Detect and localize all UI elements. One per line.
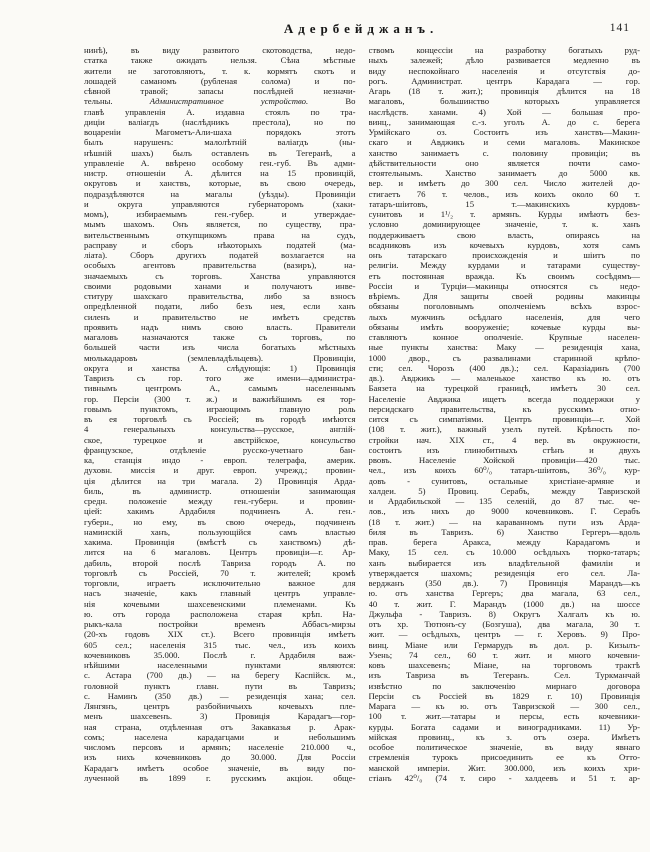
text-line: торговлѣ съ Россіей, 70 т. жителей; кромѣ [84, 567, 356, 578]
text-line: ституру шахскаго правительства, либо за взносъ [84, 291, 356, 301]
page-title: Адербейджанъ. [283, 21, 439, 36]
text-line: ка, станція индо - европ. телеграфа, америк. [84, 455, 356, 465]
text-line: статка также ожидать нельзя. Сѣна мѣстные [84, 55, 356, 66]
text-line: (108 т. жит.), важный узелъ путей. Крѣпость по- [368, 424, 640, 435]
text-line: особыхъ агентовъ правительства (вазиръ), на- [84, 260, 356, 271]
text-line: магаловъ, большинство которыхъ управляется [368, 96, 640, 107]
text-line: ю. отъ города расположена старая крѣп. На- [84, 608, 356, 619]
text-line: опредѣленной подати, либо безъ нея, если ханъ [84, 301, 356, 312]
text-line: виду неспокойнаго населенія и отсутствія до- [368, 65, 640, 76]
text-line: мымъ шахомъ. Онъ является, по существу, пра- [84, 219, 356, 230]
text-line: ціей: хакимъ Ардабиля подчиненъ А. ген.- [84, 506, 356, 517]
text-line: персидскаго правительства, къ русскимъ отно- [368, 403, 640, 414]
text-line: ція дѣлится на три магала. 2) Провинція Арда- [84, 475, 356, 486]
text-line: стремленія турокъ присоединить ее къ Отто- [368, 752, 640, 763]
text-line: ханъ выбирается изъ владѣтельной фамиліи и [368, 557, 640, 568]
text-line: условно доминирующее значеніе, т. к. ханъ [368, 219, 640, 230]
text-line: изъ Тавриза въ Тегеранъ. Сел. Туркманчай [368, 670, 640, 681]
text-line: дв.). Авджикъ — маленькое ханство къ ю. отъ [368, 373, 640, 383]
text-line: с. Астара (700 дв.) — на берегу Каспійск. м., [84, 670, 356, 681]
text-line: проявить надъ нимъ свою власть. Правители [84, 321, 356, 332]
text-line: винц. Міане или Гермарудъ въ дол. р. Кизылъ- [368, 639, 640, 650]
text-line: большей части изъ числа богатыхъ мѣстныхъ [84, 342, 356, 353]
text-line: мійская провинц., къ з. отъ озера. Имѣетъ [368, 731, 640, 742]
text-line: нія кочевыми шахсевенскими племенами. Къ [84, 598, 356, 609]
text-line: лученной въ 1899 г. русскимъ акціон. обще- [84, 772, 356, 783]
text-line: Урмійскаго оз. Состоитъ изъ ханствъ—Макин- [368, 127, 640, 137]
text-line: отъ хр. Тютюнъ-су (Бозгуша), два магала, 30 т. [368, 619, 640, 629]
text-line: Маку, 15 сел. съ 10.000 осѣдлыхъ тюрко-татаръ; [368, 547, 640, 558]
text-line: своими родовыми ханами и получаютъ инве- [84, 280, 356, 291]
text-line: изъ нихъ кочевниковъ до 30.000. Для Россіи [84, 752, 356, 763]
text-line: рогъ. Администрат. центръ Карадага — гор. [368, 75, 640, 86]
right-column [369, 45, 641, 783]
text-line: хакима. Провинція (вмѣстѣ съ ханствомъ) дѣ- [84, 537, 356, 547]
text-line: Узень; 74 сел., 60 т. жит. и много кочевни- [368, 649, 640, 660]
text-line: насъ значеніе, какъ главный центръ управле- [84, 588, 356, 599]
text-line: онъ татарскаго происхожденія и шіитъ по [368, 250, 640, 260]
text-line: былъ нарушенъ: малолѣтній валіагдъ (ны- [84, 137, 356, 148]
text-line: дабиль, второй послѣ Тавриза городъ А. по [84, 557, 356, 568]
text-line: Персіи съ Россіей въ 1829 г. 10) Провинція [368, 690, 640, 701]
text-line: мюлькадаровъ (землевладѣльцевъ). Провинціи, [84, 352, 356, 363]
text-line: халдеи. 5) Провиц. Серабъ, между Тавризской [368, 485, 640, 496]
text-line: ковъ шахсевенъ; Міане, на торговомъ трактѣ [368, 660, 640, 670]
text-line: чел., изъ коихъ 60⁰/₀ татаръ-шіитовъ, 36⁰/₀ кур- [368, 465, 640, 476]
text-line: сти; сел. Чорозъ (400 дв.).; сел. Каразіадинъ (700 [368, 362, 640, 373]
text-line: поддерживаетъ свою власть, опираясь на [368, 229, 640, 240]
text-line: говымъ пунктомъ, играющимъ главную роль [84, 403, 356, 414]
text-line: момъ), избираемымъ ген.-губер. и утверждае- [84, 209, 356, 219]
text-line: и Ардабильской — 135 селеній, до 87 тыс. че- [368, 496, 640, 506]
text-line: расправу и сборъ нѣкоторыхъ податей (ма- [84, 239, 356, 250]
text-line: наслѣдств. ханами. 4) Хой — большая про- [368, 106, 640, 117]
text-line: наминскій ханъ, пользующійся самъ властью [84, 526, 356, 537]
text-line: стигаетъ 76 т. челов., изъ коихъ около 60 т. [368, 188, 640, 199]
text-line: 100 т. жит.—татары и персы, есть кочевники- [368, 711, 640, 722]
text-line: биль, въ администр. отношеніи занимающая [84, 485, 356, 496]
text-line: ныхъ залежей; дѣло развивается медленно въ [368, 55, 640, 66]
text-line: обязаны имѣть вооруженіе; кочевые курды вы- [368, 321, 640, 332]
text-line: тивнымъ центромъ А., самымъ населеннымъ [84, 383, 356, 394]
text-line: средн. положеніе между ген.-губерн. и провин- [84, 496, 356, 506]
text-line: Россіи и Турціи—макинцы относятся съ недо- [368, 280, 640, 291]
text-line: утверждается шахомъ; резиденція его сел. Ла- [368, 567, 640, 578]
running-head [84, 21, 638, 37]
text-line: стіанъ 42⁰/₀ (74 т. сиро - халдеевъ и 51 т. ар- [368, 772, 640, 783]
page-number: 141 [609, 22, 630, 34]
text-line: (18 т. жит.) — на караванномъ пути изъ Арда- [368, 516, 640, 527]
text-line: округовъ и ханствъ, которые, въ свою очередь, [84, 178, 356, 189]
text-line: воцареніи Магометъ-Али-шаха порядокъ этотъ [84, 127, 356, 137]
text-line: торговли, играетъ исключительно важное для [84, 578, 356, 588]
text-line: духовн. миссія и друг. европ. учрежд.; провин- [84, 465, 356, 476]
text-line: вер. и имѣетъ до 300 сел. Число жителей до- [368, 178, 640, 189]
text-line: прав. берега Аракса, между Карадагомъ и [368, 537, 640, 547]
text-line: нѣйшими населенными пунктами являются: [84, 660, 356, 670]
text-line: въ ея торговлѣ съ Россіей; въ городѣ имѣются [84, 414, 356, 424]
text-line: лошадей саманомъ (рубленая солома) и по- [84, 75, 356, 86]
text-line: менъ шахсевенъ. 3) Провиція Карадагъ—гор- [84, 711, 356, 722]
text-line: верджанъ (350 дв.). 7) Провинція Марандъ—къ [368, 578, 640, 588]
text-line: Карадагъ имѣетъ особое значеніе, въ виду по- [84, 762, 356, 773]
text-line: (20-хъ годовъ XIX ст.). Всего провинція имѣетъ [84, 629, 356, 640]
text-line: жители не заготовляютъ, т. к. кормятъ скотъ и [84, 65, 356, 76]
text-line: Джульфа - Тавризъ. 8) Округъ Халгалъ къ ю. [368, 608, 640, 619]
text-line: значаемыхъ съ торговъ. Ханства управляются [84, 270, 356, 281]
text-line: 40 т. жит. Г. Марандъ (1000 дв.) на шоссе [368, 598, 640, 609]
text-line: силенъ и правительство не имѣетъ средствъ [84, 311, 356, 322]
text-line: сѣвной травой; запасы послѣдней незначи- [84, 86, 356, 96]
text-line: французское, отдѣленіе русско-учетнаго бан- [84, 444, 356, 455]
text-line: 1000 двор., съ развалинами старинной крѣпо- [368, 352, 640, 363]
text-line: сунитовъ и 1¹/₂ т. армянъ. Курды имѣютъ без- [368, 209, 640, 219]
text-line: нинѣ), въ виду развитого скотоводства, недо- [84, 45, 356, 55]
text-line: управленіе А. ввѣрено особому ген.-губ. Въ адми- [84, 157, 356, 168]
text-line: ствомъ концессіи на разработку богатыхъ руд- [368, 45, 640, 55]
text-line: дѣйствительности оно является почти само- [368, 157, 640, 168]
text-line: стоятельнымъ. Ханство занимаетъ до 5000 кв. [368, 168, 640, 178]
text-line: винц., занимающая с.-з. уголъ А. до с. берега [368, 116, 640, 127]
text-line: рыкъ-кала постройки временъ Аббасъ-мирзы [84, 619, 356, 629]
text-line: гор. Персіи (300 т. ж.) и важнѣйшимъ ея тор- [84, 393, 356, 404]
text-line: Населеніе Авджика ищетъ всегда поддержки у [368, 393, 640, 404]
text-line: вительственнымъ откупщикомъ права на судъ, [84, 229, 356, 240]
text-line: состоитъ изъ глинобитныхъ стѣнъ и двухъ [368, 444, 640, 455]
text-line: подраздѣляются на магалы (уѣзды). Провинціи [84, 188, 356, 199]
text-line: ная страна, отдѣленная отъ Закавказья р. Арак- [84, 721, 356, 732]
text-line: обязаны поголовнымъ ополченіемъ всѣхъ взрос- [368, 301, 640, 312]
text-line: Агарь (18 т. жит.); провинція дѣлится на 18 [368, 86, 640, 96]
text-line: ліата). Сборъ другихъ податей возлагается на [84, 250, 356, 260]
text-line: ные пункты ханства: Маку — резиденція хана, [368, 342, 640, 353]
text-line: рвовъ. Населеніе Хойской провиціи—420 тыс. [368, 455, 640, 465]
text-line: ю. отъ ханства Гергеръ; два магала, 63 сел., [368, 588, 640, 599]
text-line: сомъ; населена карадагцами и небольшимъ [84, 731, 356, 742]
text-line: 4 генеральныхъ консульства—русское, англій- [84, 424, 356, 435]
text-line: Марага — къ ю. отъ Тавризской — 300 сел., [368, 701, 640, 711]
text-line: сится съ симпатіями. Центръ провинціи—г. Хой [368, 414, 640, 424]
text-line: етъ постоянная вражда. Къ своимъ сосѣдямъ— [368, 270, 640, 281]
text-line: курды. Богата садами и виноградниками. 11) Ур- [368, 721, 640, 732]
text-line: округа и ханства А. слѣдующія: 1) Провинція [84, 362, 356, 373]
text-line: ханство занимаетъ с. половину провиціи; въ [368, 147, 640, 158]
text-line: нистр. отношеніи А. дѣлится на 15 провинцій, [84, 168, 356, 178]
text-line: диціи валіагдъ (наслѣдникъ престола), но по [84, 116, 356, 127]
text-line: и округа управляются губернаторомъ (хаки- [84, 198, 356, 209]
text-line: ское, турецкое и австрійское, консульство [84, 434, 356, 445]
text-line: религіи. Между курдами и татарами существу- [368, 260, 640, 271]
text-line: манской имперіи. Жит. 300.000, изъ коихъ хри- [368, 762, 640, 773]
text-line: особое политическое значеніе, въ виду явнаго [368, 742, 640, 752]
text-line: вѣріемъ. Для защиты своей родины макинцы [368, 291, 640, 301]
text-line: лится на 6 магаловъ. Центръ провиціи—г. Ар- [84, 547, 356, 558]
text-line: всадниковъ изъ кочевыхъ курдовъ, хотя самъ [368, 239, 640, 250]
text-line: биля въ Тавризъ. 6) Ханство Гергеръ—вдоль [368, 526, 640, 537]
text-line: стройки нач. XIX ст., 4 вер. въ окружности, [368, 434, 640, 445]
text-line: татаръ-шіитовъ, 15 т.—макинскихъ курдовъ- [368, 198, 640, 209]
text-line: губерн., но ему, въ свою очередь, подчиненъ [84, 516, 356, 527]
text-line: жит. — осѣдлыхъ, центръ — г. Херовъ. 9) Про- [368, 629, 640, 640]
text-line: Лянгянъ, центръ разбойничьихъ кочевыхъ пле- [84, 701, 356, 711]
text-line: числомъ персовъ и армянъ; населеніе 210.000 ч., [84, 742, 356, 752]
text-line: кочевниковъ 35.000. Послѣ г. Ардабиля важ- [84, 649, 356, 660]
text-line: довъ - сунитовъ, остальные христіане-армяне и [368, 475, 640, 486]
text-line: Тавризъ съ гор. того же имени—администра- [84, 373, 356, 383]
text-line: ставляютъ конное ополченіе. Крупные населен- [368, 332, 640, 342]
text-line: с. Наминъ (350 дв.) — резиденція хана; сел. [84, 690, 356, 701]
text-line: магаловъ назначаются также съ торговъ, по [84, 332, 356, 342]
text-line: лыхъ мужчинъ осѣдлаго населенія, для чего [368, 311, 640, 322]
text-line: головной пунктъ главн. пути въ Тавризъ; [84, 680, 356, 691]
text-line: главѣ управленія А. издавна стоялъ по тра- [84, 106, 356, 117]
left-column [84, 45, 356, 783]
text-line: 605 сел.; населенія 315 тыс. чел., изъ коихъ [84, 639, 356, 650]
italic-text: Административное устройство. [149, 96, 309, 107]
text-line: тельны. Административное устройство. Во [84, 96, 356, 107]
text-line: лов., изъ нихъ до 9000 кочевниковъ. Г. Серабъ [368, 506, 640, 517]
text-line: Баязета на турецкой границѣ, имѣетъ 30 сел. [368, 383, 640, 394]
text-line: скаго и Авджикъ и семи магаловъ. Макинское [368, 137, 640, 148]
text-line: нѣшній шахъ) былъ оставленъ въ Тегеранѣ, а [84, 147, 356, 158]
text-block [84, 45, 640, 783]
text-line: извѣстно по заключенію мирнаго договора [368, 680, 640, 691]
